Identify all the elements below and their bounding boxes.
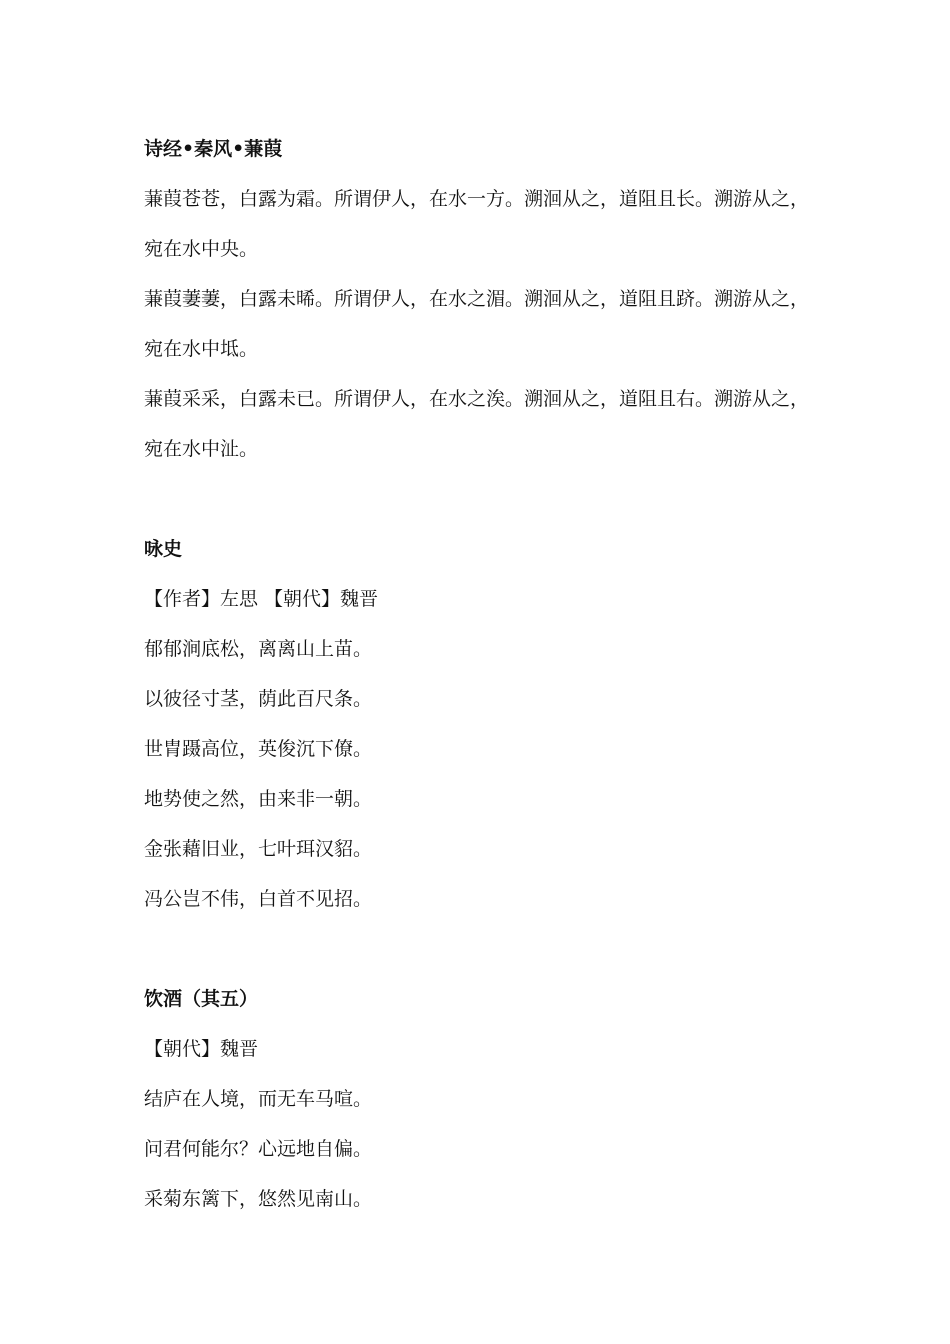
poem-meta: 【作者】左思 【朝代】魏晋 [144, 588, 379, 610]
poem-title: 咏史 [144, 538, 183, 560]
poem-line: 郁郁涧底松，离离山上苗。 [144, 638, 373, 660]
poem-line: 结庐在人境，而无车马喧。 [144, 1088, 373, 1110]
section-spacer [144, 474, 824, 524]
poem-meta: 【朝代】魏晋 [144, 1038, 259, 1060]
poem-line: 蒹葭萋萋，白露未晞。所谓伊人，在水之湄。溯洄从之，道阻且跻。溯游从之， [144, 288, 810, 310]
poem-title: 诗经•秦风•蒹葭 [144, 138, 283, 160]
poem-line: 问君何能尔？心远地自偏。 [144, 1138, 373, 1160]
poem-line: 以彼径寸茎，荫此百尺条。 [144, 688, 373, 710]
poem-line: 世胄蹑高位，英俊沉下僚。 [144, 738, 373, 760]
document-page [144, 124, 824, 1224]
poem-title: 饮酒（其五） [144, 988, 259, 1010]
poem-line: 宛在水中央。 [144, 238, 259, 260]
poem-line: 宛在水中沚。 [144, 438, 259, 460]
poem-line: 金张藉旧业，七叶珥汉貂。 [144, 838, 373, 860]
poem-line: 采菊东篱下，悠然见南山。 [144, 1188, 373, 1210]
poem-line: 蒹葭苍苍，白露为霜。所谓伊人，在水一方。溯洄从之，道阻且长。溯游从之， [144, 188, 810, 210]
poem-line: 地势使之然，由来非一朝。 [144, 788, 373, 810]
poem-line: 冯公岂不伟，白首不见招。 [144, 888, 373, 910]
poem-line: 蒹葭采采，白露未已。所谓伊人，在水之涘。溯洄从之，道阻且右。溯游从之， [144, 388, 810, 410]
poem-line: 宛在水中坻。 [144, 338, 259, 360]
section-spacer [144, 924, 824, 974]
